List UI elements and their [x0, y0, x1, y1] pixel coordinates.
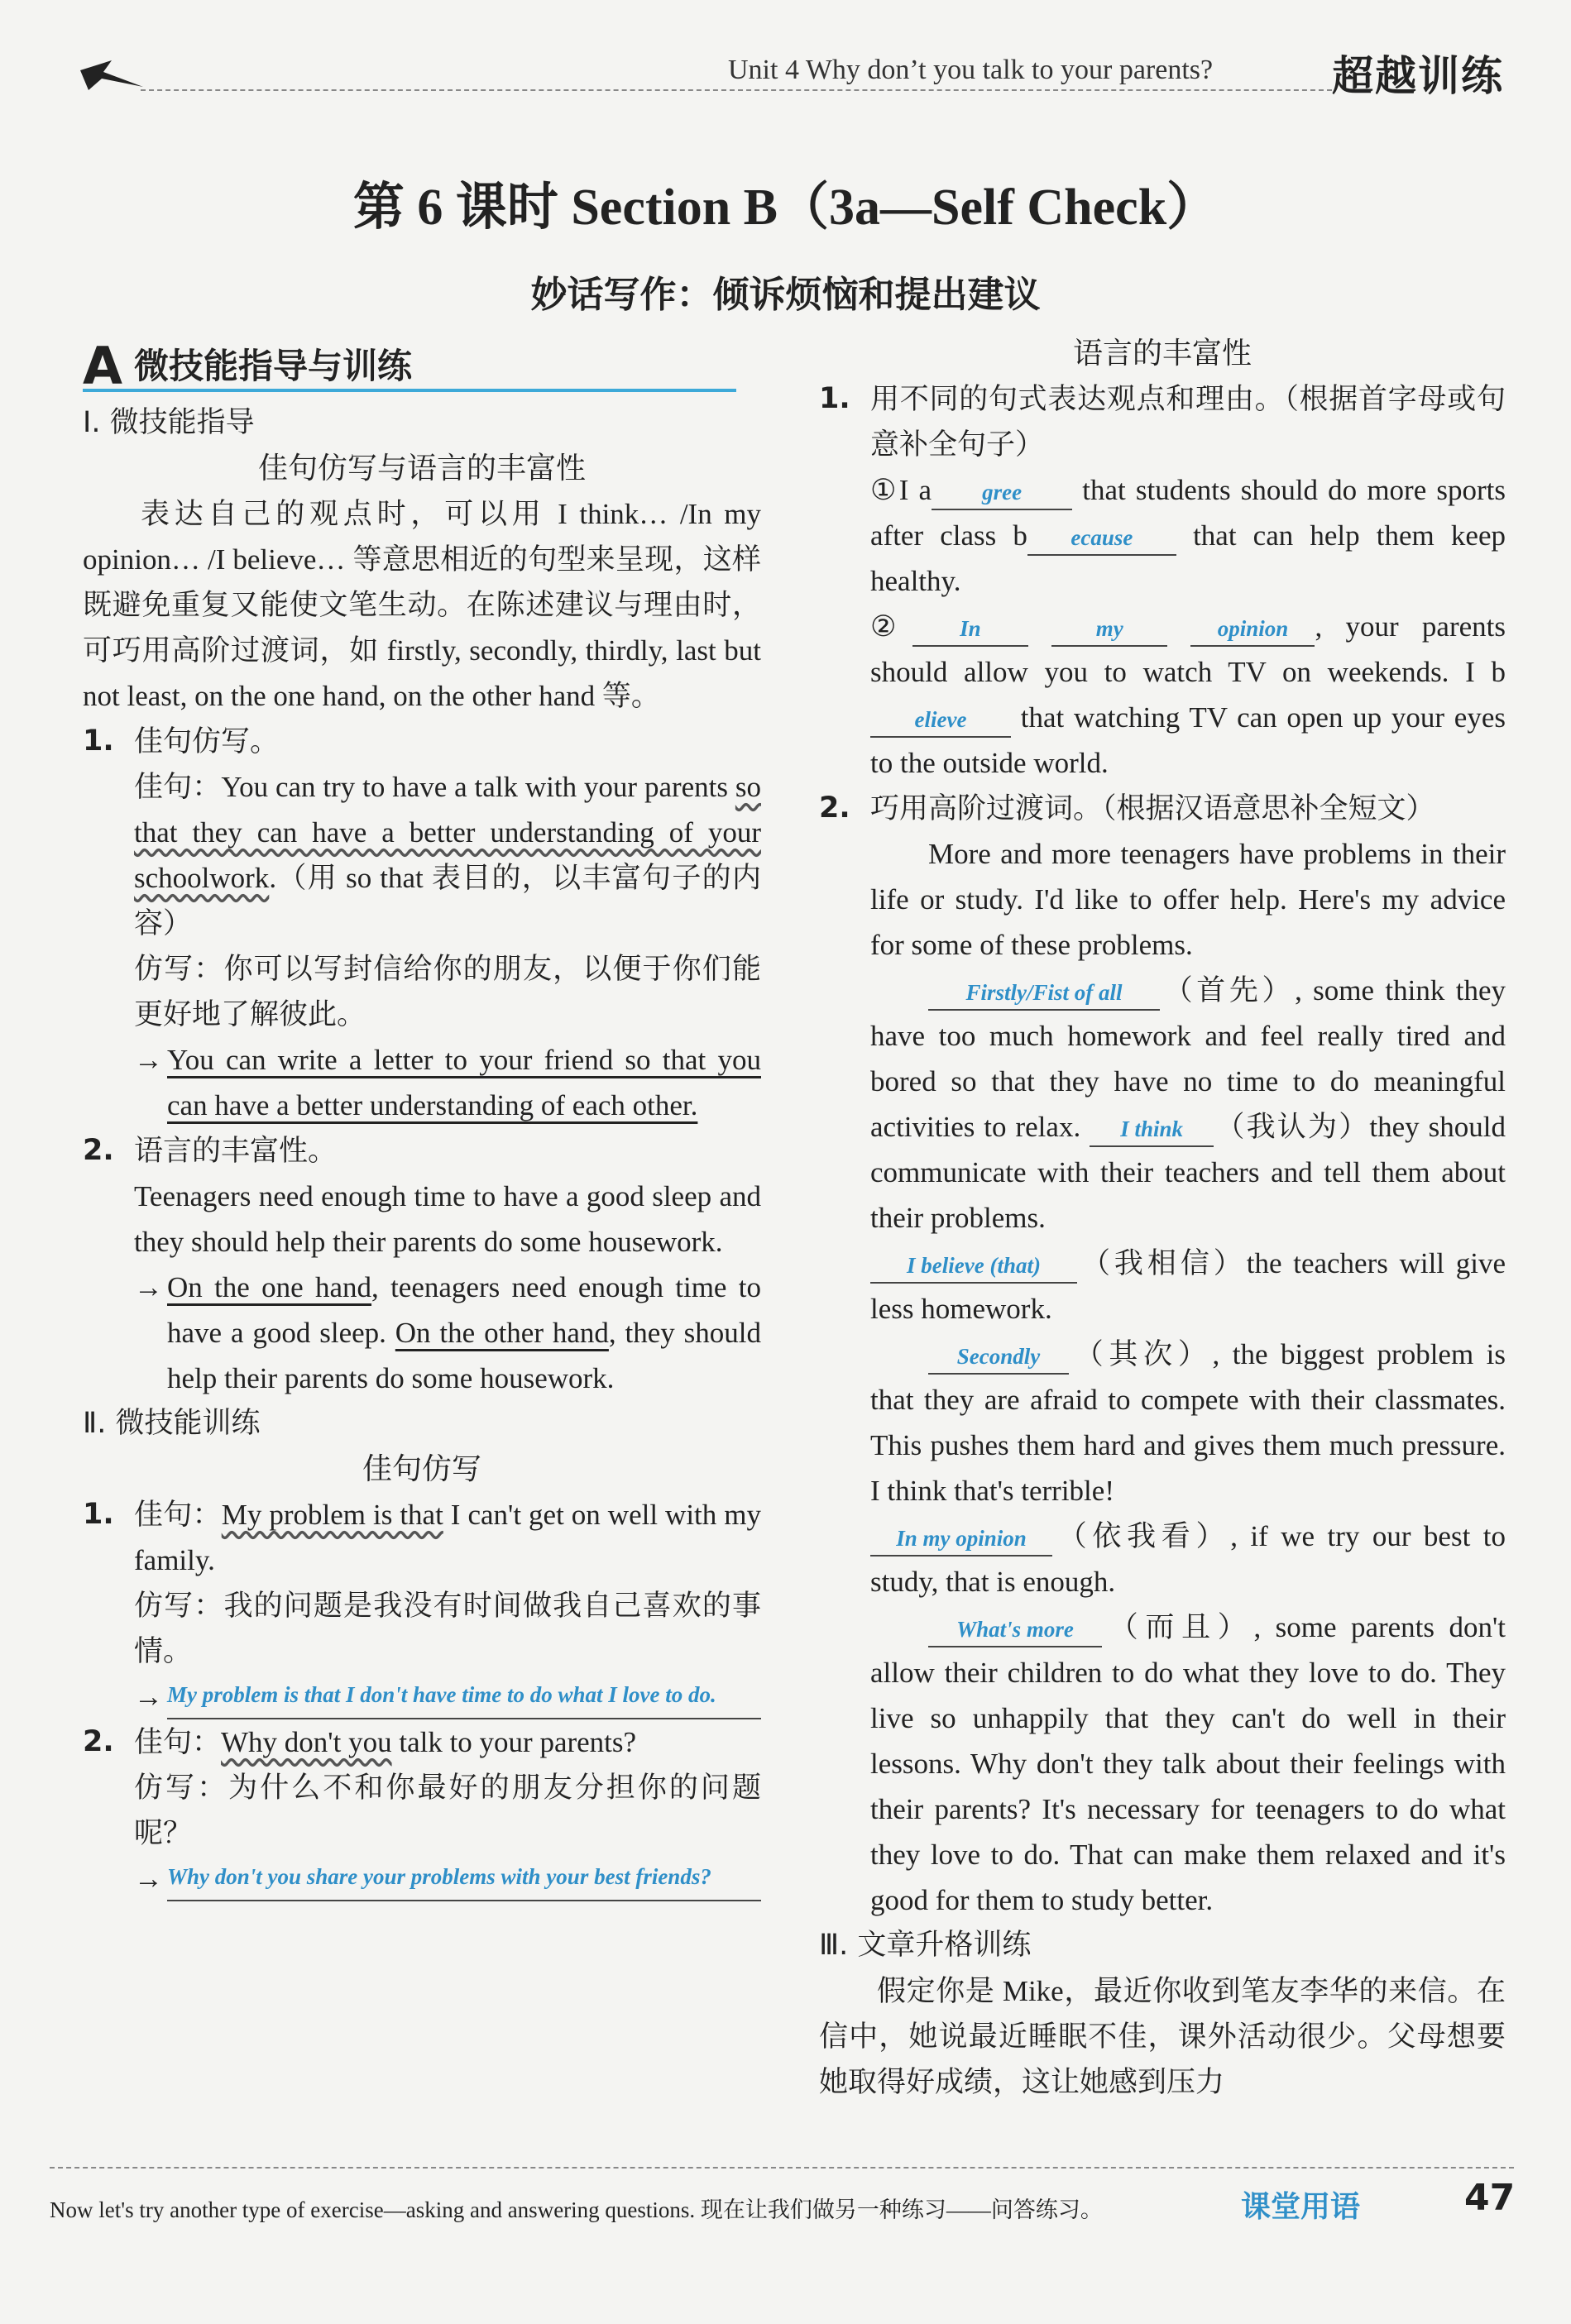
- handwritten-answer: My problem is that I don't have time to do what I love to do.: [167, 1682, 716, 1707]
- fill-blank[interactable]: gree: [932, 474, 1072, 510]
- section-title: 微技能指导与训练: [133, 346, 412, 386]
- arrow-icon: →: [134, 1044, 163, 1076]
- training-item-2: [83, 1719, 761, 1901]
- sentence-text: that can help them keep healthy.: [870, 519, 1506, 597]
- passage-text: （首先）, some think they have too much homework and feel really tired and bored so that they have no time to do meaningful activities to relax.: [870, 974, 1506, 1143]
- right-heading: 语言的丰富性: [1072, 337, 1252, 371]
- fill-blank[interactable]: elieve: [870, 701, 1011, 738]
- arrow-icon: →: [134, 1863, 163, 1895]
- header-unit-title: Unit 4 Why don’t you talk to your parents?: [728, 55, 1214, 85]
- skill-item-2: [83, 1128, 761, 1401]
- arrow-icon: →: [134, 1271, 163, 1303]
- question-prompt: 巧用高阶过渡词。（根据汉语意思补全短文）: [870, 792, 1435, 825]
- footer-brand: 课堂用语: [1241, 2190, 1361, 2224]
- imitation-prompt: 仿写：为什么不和你最好的朋友分担你的问题呢？: [134, 1772, 761, 1849]
- fill-blank[interactable]: In my opinion: [870, 1520, 1052, 1557]
- fill-blank[interactable]: Firstly/Fist of all: [928, 974, 1160, 1011]
- passage-text: （我相信）the teachers will give less homework.: [870, 1247, 1506, 1325]
- model-sentence-start: 佳句：You can try to have a talk with your parents: [134, 771, 735, 803]
- part2-subheading: 佳句仿写: [362, 1452, 481, 1486]
- sentence-text: that students should do more sports after class b: [870, 474, 1506, 552]
- page-number: 47: [1464, 2177, 1516, 2219]
- lesson-subtitle: 妙话写作：倾诉烦恼和提出建议: [530, 274, 1041, 316]
- fill-blank[interactable]: opinion: [1190, 610, 1315, 647]
- sentence-text: that watching TV can open up your eyes to the outside world.: [870, 701, 1506, 779]
- sentence-text: ①I a: [870, 474, 932, 506]
- model-sentence-highlight: My problem is that: [221, 1499, 443, 1531]
- model-sentence-highlight: so that they can have a better understanding of your schoolwork: [134, 771, 761, 894]
- footer-divider: [50, 2167, 1514, 2169]
- passage-text: （其次）, the biggest problem is that they are afraid to compete with their classmates. This pushes them hard and gives them much pressure. I think that's terrible!: [870, 1338, 1506, 1507]
- section-a-header: [83, 331, 736, 396]
- training-item-1: [83, 1492, 761, 1719]
- model-sentence-end: I can't get on well with my family.: [134, 1499, 761, 1576]
- question-prompt: 用不同的句式表达观点和理由。（根据首字母或句意补全句子）: [870, 383, 1506, 461]
- item-number: 2.: [83, 1134, 114, 1167]
- item-number: 1.: [83, 724, 114, 758]
- arrow-icon: →: [134, 1681, 163, 1713]
- item-title: 语言的丰富性。: [134, 1135, 338, 1167]
- answer-text: , teenagers need enough time to have a good sleep.: [167, 1271, 761, 1349]
- part2-heading: Ⅱ. 微技能训练: [83, 1407, 261, 1440]
- model-sentence-end: talk to your parents?: [391, 1726, 637, 1758]
- bird-logo-icon: [79, 54, 145, 99]
- original-text: Teenagers need enough time to have a good sleep and they should help their parents do some housework.: [134, 1180, 761, 1258]
- fill-blank[interactable]: I think: [1090, 1111, 1214, 1147]
- fill-blank[interactable]: What's more: [928, 1611, 1102, 1647]
- transition-phrase: On the one hand: [167, 1271, 372, 1303]
- item-number: 2.: [83, 1725, 114, 1758]
- header-divider: [141, 89, 1332, 91]
- answer-text: , they should help their parents do some housework.: [167, 1317, 761, 1394]
- passage-text: （而且）, some parents don't allow their children to do what they love to do. They live so unhappily that they can't do well in their lessons. Why don't they talk about their feelings with their parents? It's necessary for teenagers to do what they love to do. That can make them relaxed and it's good for them to study better.: [870, 1611, 1506, 1916]
- item-title: 佳句仿写。: [134, 725, 280, 758]
- model-label: 佳句：: [134, 1499, 222, 1531]
- fill-blank[interactable]: ecause: [1027, 519, 1176, 556]
- intro-paragraph: 表达自己的观点时，可以用 I think… /In my opinion… /I believe… 等意思相近的句型来呈现，这样既避免重复又能使文笔生动。在陈述建议与理由时，可巧用高阶过渡词，如 firstly, secondly, thirdly, last but not least, on the one hand, on the other hand 等。: [83, 498, 761, 712]
- passage-text: （我认为）they should communicate with their teachers and tell them about their problems.: [870, 1111, 1506, 1234]
- lesson-title: 第 6 课时 Section B（3a—Self Check）: [352, 179, 1219, 236]
- part1-subheading: 佳句仿写与语言的丰富性: [257, 452, 586, 485]
- item-number: 1.: [819, 382, 850, 415]
- passage-intro: More and more teenagers have problems in their life or study. I'd like to offer help. Here's my advice for some of these problems.: [870, 838, 1506, 961]
- answer-text: You can write a letter to your friend so that you can have a better understanding of each other.: [167, 1044, 761, 1121]
- model-sentence-highlight: Why don't you: [221, 1726, 392, 1758]
- fill-blank[interactable]: my: [1051, 610, 1167, 647]
- model-sentence-end: .（用 so that 表目的，以丰富句子的内容）: [134, 862, 761, 940]
- fill-blank[interactable]: In: [912, 610, 1028, 647]
- imitation-prompt: 仿写：我的问题是我没有时间做我自己喜欢的事情。: [134, 1590, 761, 1667]
- question-1: [819, 376, 1506, 786]
- fill-blank[interactable]: I believe (that): [870, 1247, 1077, 1284]
- sentence-text: , your parents should allow you to watch TV on weekends. I b: [870, 610, 1506, 688]
- header-brand: 超越训练: [1332, 52, 1504, 100]
- sentence-text: ②: [870, 610, 912, 643]
- fill-blank[interactable]: Secondly: [928, 1338, 1069, 1375]
- model-label: 佳句：: [134, 1726, 222, 1758]
- imitation-prompt: 仿写：你可以写封信给你的朋友，以便于你们能更好地了解彼此。: [134, 953, 761, 1030]
- item-number: 1.: [83, 1498, 114, 1531]
- part3-text: 假定你是 Mike，最近你收到笔友李华的来信。在信中，她说最近睡眠不佳，课外活动很少。父母想要她取得好成绩，这让她感到压力: [819, 1975, 1506, 2098]
- part3-heading: Ⅲ. 文章升格训练: [819, 1929, 1032, 1962]
- question-2: [819, 786, 1506, 1923]
- passage-text: （依我看）, if we try our best to study, that is enough.: [870, 1520, 1506, 1598]
- skill-item-1: [83, 719, 761, 1128]
- section-letter: A: [83, 336, 122, 396]
- transition-phrase: On the other hand: [395, 1317, 609, 1349]
- item-number: 2.: [819, 791, 850, 825]
- left-column: [83, 331, 761, 1901]
- handwritten-answer: Why don't you share your problems with your best friends?: [167, 1864, 711, 1889]
- footer-classroom-phrase: Now let's try another type of exercise—asking and answering questions. 现在让我们做另一种练习——问答练习。: [50, 2197, 1103, 2222]
- part1-heading: Ⅰ. 微技能指导: [83, 406, 255, 439]
- right-column: [819, 331, 1506, 2105]
